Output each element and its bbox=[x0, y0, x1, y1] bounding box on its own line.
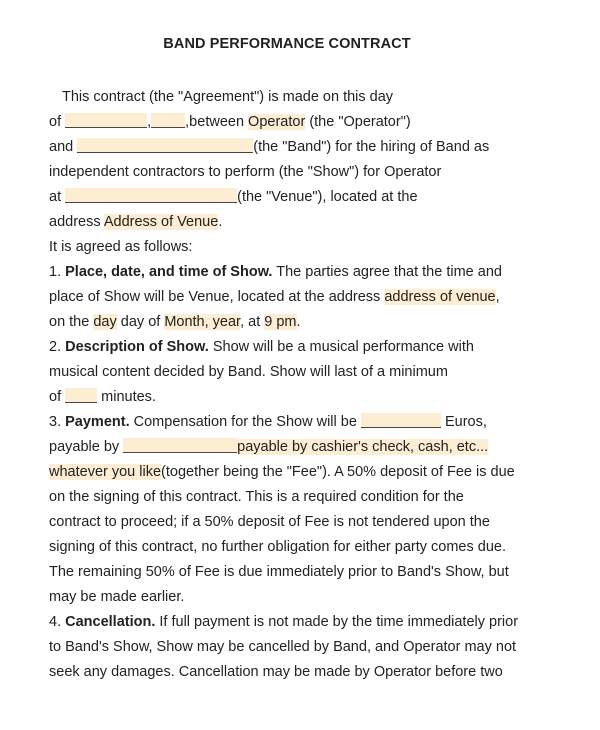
year-blank[interactable] bbox=[151, 113, 185, 128]
section-3-line-4: on the signing of this contract. This is a required condition for the bbox=[49, 489, 464, 505]
payment-method-field[interactable]: payable by cashier's check, cash, etc... bbox=[237, 439, 489, 455]
section-3-line-2: payable by payable by cashier's check, cash, etc... bbox=[49, 439, 489, 455]
venue-blank[interactable] bbox=[65, 188, 237, 203]
operator-field[interactable]: Operator bbox=[248, 114, 306, 130]
section-3-line-5: contract to proceed; if a 50% deposit of Fee is not tendered upon the bbox=[49, 514, 490, 530]
payment-method-cont[interactable]: whatever you like bbox=[49, 464, 162, 480]
band-blank[interactable] bbox=[77, 138, 253, 153]
section-1-line-1: 1. Place, date, and time of Show. The parties agree that the time and bbox=[49, 264, 502, 280]
section-4-line-1: 4. Cancellation. If full payment is not made by the time immediately prior bbox=[49, 614, 519, 630]
time-field[interactable]: 9 pm bbox=[264, 314, 297, 330]
day-field[interactable]: day bbox=[93, 314, 117, 330]
section-2-heading: Description of Show. bbox=[65, 339, 209, 355]
section-2-line-2: musical content decided by Band. Show will last of a minimum bbox=[49, 364, 448, 380]
date-blank[interactable] bbox=[65, 113, 147, 128]
intro-line-3: and (the "Band") for the hiring of Band as bbox=[49, 139, 490, 155]
section-4-line-2: to Band's Show, Show may be cancelled by Band, and Operator may not bbox=[49, 639, 517, 655]
venue-address-field[interactable]: Address of Venue bbox=[103, 214, 219, 230]
payment-blank[interactable] bbox=[123, 438, 237, 453]
section-3-line-3: whatever you like(together being the "Fee"). A 50% deposit of Fee is due bbox=[49, 464, 515, 480]
intro-line-6: address Address of Venue. bbox=[49, 214, 223, 230]
section-3-line-8: may be made earlier. bbox=[49, 589, 185, 605]
section-1-line-3: on the day day of Month, year, at 9 pm. bbox=[49, 314, 301, 330]
contract-title: BAND PERFORMANCE CONTRACT bbox=[163, 36, 411, 52]
intro-line-2: of , ,between Operator (the "Operator") bbox=[49, 114, 411, 130]
section-3-line-6: signing of this contract, no further obligation for either party comes due. bbox=[49, 539, 506, 555]
intro-line-1 bbox=[62, 88, 393, 106]
minutes-blank[interactable] bbox=[65, 388, 97, 403]
section-3-line-1: 3. Payment. Compensation for the Show will be Euros, bbox=[49, 414, 487, 430]
amount-blank[interactable] bbox=[361, 413, 441, 428]
section-1-heading: Place, date, and time of Show. bbox=[65, 264, 273, 280]
section-4-line-3: seek any damages. Cancellation may be made by Operator before two bbox=[49, 664, 503, 680]
section-3-line-7: The remaining 50% of Fee is due immediately prior to Band's Show, but bbox=[49, 564, 509, 580]
section-4-heading: Cancellation. bbox=[65, 614, 156, 630]
intro-line-4: independent contractors to perform (the "Show") for Operator bbox=[49, 164, 442, 180]
intro-line-5: at (the "Venue"), located at the bbox=[49, 189, 418, 205]
month-year-field[interactable]: Month, year bbox=[164, 314, 241, 330]
address-of-venue-field[interactable]: address of venue bbox=[384, 289, 496, 305]
section-2-line-1: 2. Description of Show. Show will be a musical performance with bbox=[49, 339, 474, 355]
section-2-line-3: of minutes. bbox=[49, 389, 156, 405]
section-3-heading: Payment. bbox=[65, 414, 130, 430]
intro-text-1: This contract (the "Agreement") is made on this day bbox=[62, 89, 394, 105]
agreed-line: It is agreed as follows: bbox=[49, 239, 193, 255]
section-1-line-2: place of Show will be Venue, located at the address address of venue, bbox=[49, 289, 500, 305]
